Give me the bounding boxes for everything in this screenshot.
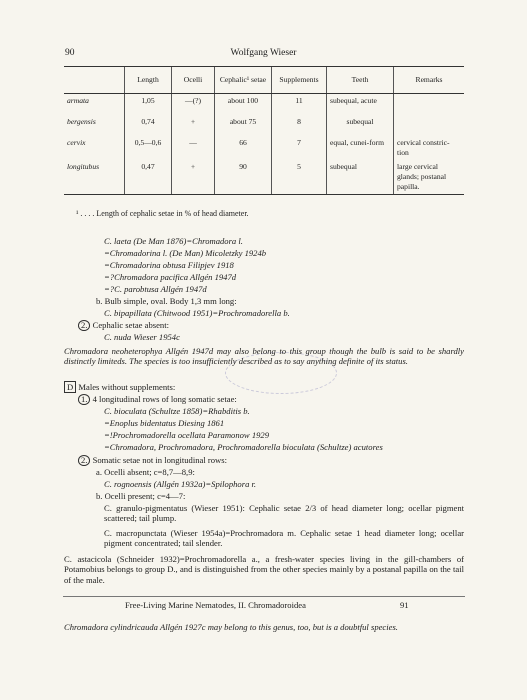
cell-setae: 66 xyxy=(215,136,272,160)
key-couplet-2 xyxy=(78,320,169,331)
cell-remarks: cervical constric-tion xyxy=(394,136,465,160)
text-line: C. nuda Wieser 1954c xyxy=(104,332,180,342)
paragraph: C. astacicola (Schneider 1932)=Prochromadorella a., a fresh-water species living in the gill-chambers of Potamobius belongs to group D., and is distinguished from the other species mainly by a postanal papilla on the tail of the male. xyxy=(64,554,464,585)
table-row xyxy=(64,160,464,195)
cell-length: 1,05 xyxy=(125,94,172,115)
table-footnote: ¹ . . . . Length of cephalic setae in % of head diameter. xyxy=(76,209,249,218)
key-couplet-1 xyxy=(78,394,237,405)
cell-remarks: large cervical glands; postanal papilla. xyxy=(394,160,465,195)
text-line: b. Ocelli present; c=4—7: xyxy=(96,491,186,501)
cell-supplements: 7 xyxy=(272,136,327,160)
text-line: =?C. parobtusa Allgén 1947d xyxy=(104,284,207,294)
cell-setae: about 75 xyxy=(215,115,272,136)
cell-length: 0,5—0,6 xyxy=(125,136,172,160)
cell-supplements: 5 xyxy=(272,160,327,195)
running-footer-title: Free-Living Marine Nematodes, II. Chromadoroidea xyxy=(125,600,306,610)
cell-ocelli: —(?) xyxy=(172,94,215,115)
boxed-letter: D xyxy=(64,381,76,393)
paragraph: C. granulo-pigmentatus (Wieser 1951): Cephalic setae 2/3 of head diameter long; ocellar pigment scattered; tail plump. xyxy=(104,503,464,524)
cell-setae: 90 xyxy=(215,160,272,195)
cell-ocelli: — xyxy=(172,136,215,160)
cell-species: bergensis xyxy=(67,116,96,126)
text-line: =Enoplus bidentatus Diesing 1861 xyxy=(104,418,225,428)
cell-length: 0,47 xyxy=(125,160,172,195)
text-line: C. bioculata (Schultze 1858)=Rhabditis b. xyxy=(104,406,250,416)
text-line: C. laeta (De Man 1876)=Chromadora l. xyxy=(104,236,243,246)
paragraph: Chromadora cylindricauda Allgén 1927c may belong to this genus, too, but is a doubtful species. xyxy=(64,622,398,632)
circled-number: 2. xyxy=(78,320,90,331)
text-line: Cephalic setae absent: xyxy=(92,320,169,330)
table-row xyxy=(64,115,464,136)
cell-species: cervix xyxy=(67,137,86,147)
cell-supplements: 8 xyxy=(272,115,327,136)
cell-teeth: subequal, acute xyxy=(327,94,394,115)
cell-length: 0,74 xyxy=(125,115,172,136)
text-line: =Chromadorina l. (De Man) Micoletzky 1924b xyxy=(104,248,267,258)
cell-teeth: subequal xyxy=(327,115,394,136)
cell-supplements: 11 xyxy=(272,94,327,115)
text-line: =Chromadora, Prochromadora, Prochromadorella bioculata (Schultze) acutores xyxy=(104,442,383,452)
page-number-left: 90 xyxy=(65,48,75,58)
circled-number: 2. xyxy=(78,455,90,466)
page-number-right: 91 xyxy=(400,600,409,610)
paragraph: C. macropunctata (Wieser 1954a)=Prochromadora m. Cephalic setae 1 head diameter long; ocellar pigment concentrated; tail slender. xyxy=(104,528,464,549)
text-line: Somatic setae not in longitudinal rows: xyxy=(92,455,227,465)
text-line: b. Bulb simple, oval. Body 1,3 mm long: xyxy=(96,296,237,306)
text-line: C. rognoensis (Allgén 1932a)=Spilophora r. xyxy=(104,479,257,489)
paragraph: Chromadora neoheterophya Allgén 1947d may also belong to this group though the bulb is said to be shardly distinctly limiteds. The species is too insufficiently described as to say anything definite of its status. xyxy=(64,346,464,367)
text-line: =?Chromadora pacifica Allgén 1947d xyxy=(104,272,237,282)
cell-ocelli: + xyxy=(172,160,215,195)
cell-teeth: subequal xyxy=(327,160,394,195)
text-line: a. Ocelli absent; c=8,7—8,9: xyxy=(96,467,195,477)
col-ocelli: Ocelli xyxy=(172,67,215,94)
text-line: C. bipapillata (Chitwood 1951)=Prochromadorella b. xyxy=(104,308,290,318)
cell-remarks xyxy=(394,115,465,136)
text-line: =!Prochromadorella ocellata Paramonow 1929 xyxy=(104,430,270,440)
table-row xyxy=(64,136,464,160)
text-line: Males without supplements: xyxy=(78,382,176,392)
cell-setae: about 100 xyxy=(215,94,272,115)
table-row xyxy=(64,94,464,115)
section-d-heading xyxy=(64,381,175,393)
cell-ocelli: + xyxy=(172,115,215,136)
species-table xyxy=(64,66,464,195)
text-line: 4 longitudinal rows of long somatic setae: xyxy=(92,394,237,404)
col-supplements: Supplements xyxy=(272,67,327,94)
col-species xyxy=(64,67,125,94)
cell-species: armata xyxy=(67,96,89,105)
key-couplet-2 xyxy=(78,455,227,466)
col-cephalic-setae: Cephalic¹ setae xyxy=(215,67,272,94)
col-remarks: Remarks xyxy=(394,67,465,94)
col-length: Length xyxy=(125,67,172,94)
running-header-author: Wolfgang Wieser xyxy=(230,48,297,58)
circled-number: 1. xyxy=(78,394,90,405)
page-divider xyxy=(63,596,465,597)
cell-remarks xyxy=(394,94,465,115)
col-teeth: Teeth xyxy=(327,67,394,94)
cell-teeth: equal, cunei-form xyxy=(327,136,394,160)
text-line: =Chromadorina obtusa Filipjev 1918 xyxy=(104,260,234,270)
cell-species: longitubus xyxy=(64,160,125,195)
